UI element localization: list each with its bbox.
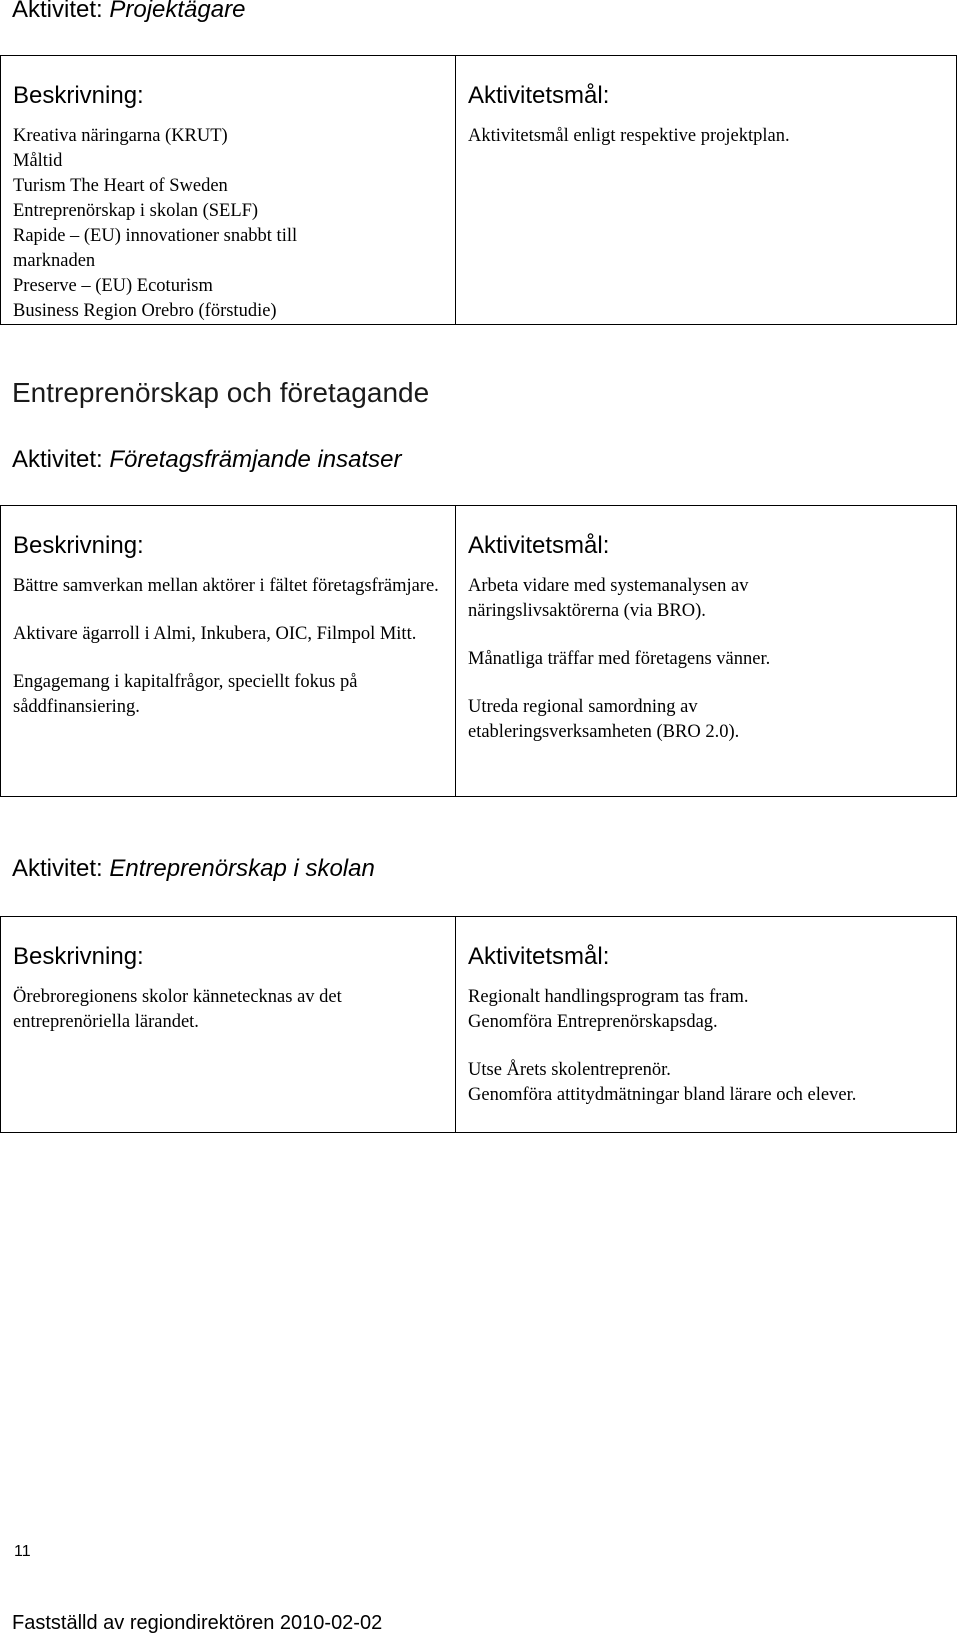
paragraph: Aktivare ägarroll i Almi, Inkubera, OIC, Filmpol Mitt.	[13, 624, 417, 644]
line: Genomföra Entreprenörskapsdag.	[468, 1012, 718, 1032]
section-heading: Entreprenörskap och företagande	[12, 377, 430, 408]
paragraph: Engagemang i kapitalfrågor, speciellt fokus på såddfinansiering.	[13, 672, 358, 717]
beskrivning-paragraphs	[13, 574, 443, 720]
activity-heading-entreprenorskap-skolan: Aktivitet: Entreprenörskap i skolan	[12, 855, 375, 882]
paragraph: Arbeta vidare med systemanalysen av näringslivsaktörerna (via BRO).	[468, 576, 749, 621]
paragraph	[468, 1058, 944, 1108]
aktivitetsmal-paragraphs	[468, 574, 944, 745]
activity-table-entreprenorskap-skolan	[0, 916, 957, 1133]
list-item: Preserve – (EU) Ecoturism	[13, 276, 213, 296]
footer-text: Fastställd av regiondirektören 2010-02-02	[12, 1612, 383, 1634]
aktivitetsmal-cell	[456, 917, 957, 1133]
paragraph: Månatliga träffar med företagens vänner.	[468, 649, 771, 669]
activity-name: Entreprenörskap i skolan	[109, 855, 375, 882]
line: Regionalt handlingsprogram tas fram.	[468, 987, 749, 1007]
activity-heading-projektagare: Aktivitet: Projektägare	[12, 0, 245, 24]
line: Utse Årets skolentreprenör.	[468, 1060, 671, 1080]
beskrivning-text: Örebroregionens skolor kännetecknas av det entreprenöriella lärandet.	[13, 987, 342, 1032]
list-item: marknaden	[13, 251, 96, 271]
activity-heading-foretagsframjande: Aktivitet: Företagsfrämjande insatser	[12, 446, 402, 473]
aktivitetsmal-cell	[456, 506, 957, 797]
list-item: Turism The Heart of Sweden	[13, 176, 228, 196]
activity-table-foretagsframjande	[0, 505, 957, 797]
line: Genomföra attitydmätningar bland lärare och elever.	[468, 1085, 857, 1105]
list-item: Måltid	[13, 151, 63, 171]
list-item: Rapide – (EU) innovationer snabbt till	[13, 226, 298, 246]
list-item: Entreprenörskap i skolan (SELF)	[13, 201, 259, 221]
beskrivning-list	[13, 124, 443, 324]
aktivitetsmal-label: Aktivitetsmål:	[468, 532, 610, 559]
aktivitetsmal-label: Aktivitetsmål:	[468, 82, 610, 109]
aktivitetsmal-paragraphs	[468, 985, 944, 1108]
page-number: 11	[14, 1543, 31, 1560]
aktivitetsmal-cell	[456, 56, 957, 325]
paragraph: Utreda regional samordning av etableringsverksamheten (BRO 2.0).	[468, 697, 740, 742]
paragraph: Bättre samverkan mellan aktörer i fältet företagsfrämjare.	[13, 576, 439, 596]
activity-name: Företagsfrämjande insatser	[109, 446, 402, 473]
paragraph	[468, 985, 944, 1035]
activity-name: Projektägare	[109, 0, 246, 23]
beskrivning-label: Beskrivning:	[13, 532, 144, 559]
beskrivning-label: Beskrivning:	[13, 82, 144, 109]
activity-table-projektagare	[0, 55, 957, 325]
aktivitetsmal-label: Aktivitetsmål:	[468, 943, 610, 970]
beskrivning-cell	[1, 917, 456, 1133]
beskrivning-label: Beskrivning:	[13, 943, 144, 970]
list-item: Business Region Orebro (förstudie)	[13, 301, 277, 321]
aktivitetsmal-text: Aktivitetsmål enligt respektive projektplan.	[468, 126, 790, 146]
list-item: Kreativa näringarna (KRUT)	[13, 126, 228, 146]
beskrivning-cell	[1, 506, 456, 797]
beskrivning-cell	[1, 56, 456, 325]
